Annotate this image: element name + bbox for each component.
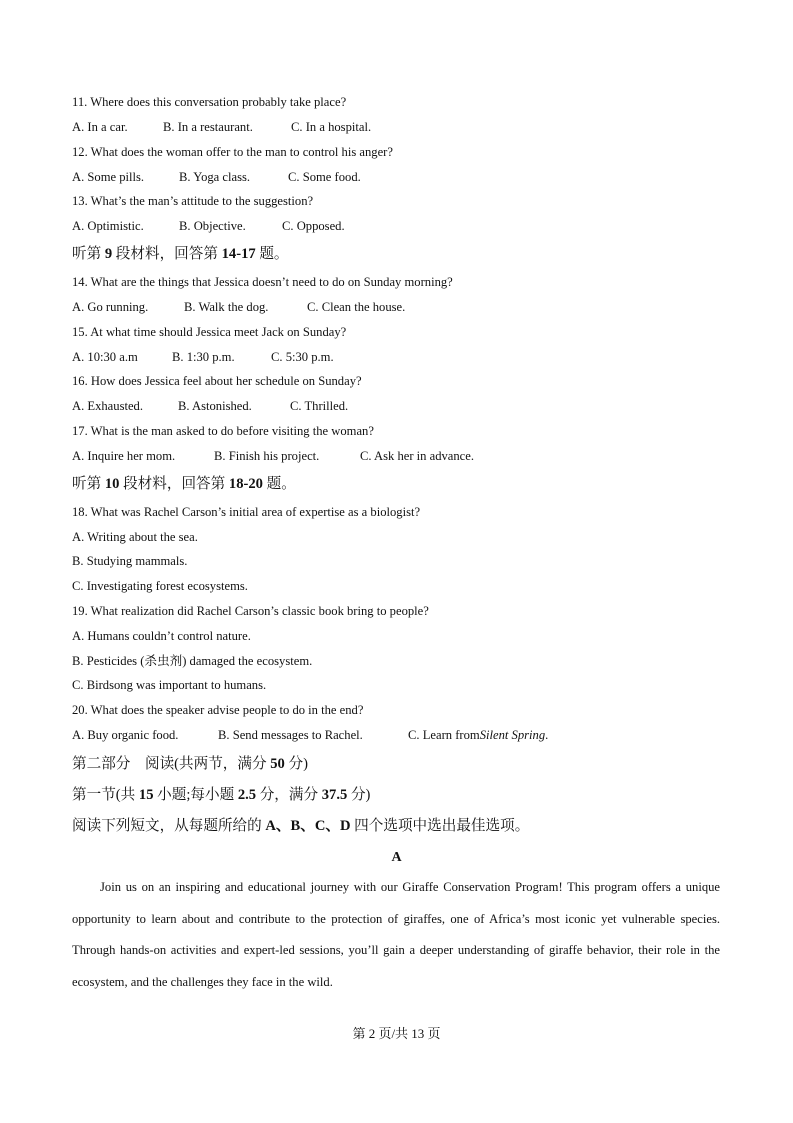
option-c: C. Ask her in advance. [360,449,475,463]
option-c: C. Opposed. [282,219,345,233]
passage-letter: A [391,850,402,865]
option-c: C. Clean the house. [307,300,406,314]
option-a: A. 10:30 a.m [72,350,138,364]
option-a: A. In a car. [72,120,128,134]
option-b: B. Astonished. [178,399,252,413]
option-b: B. Yoga class. [179,170,251,184]
question-19-option-c: C. Birdsong was important to humans. [72,678,267,692]
option-b: B. Finish his project. [214,449,320,463]
option-a: A. Inquire her mom. [72,449,176,463]
section-1-heading: 第一节(共 15 小题;每小题 2.5 分，满分 37.5 分) [72,787,371,803]
question-18-option-b: B. Studying mammals. [72,554,188,568]
section-9-heading: 听第 9 段材料，回答第 14-17 题。 [72,246,289,262]
section-10-heading: 听第 10 段材料，回答第 18-20 题。 [72,476,296,492]
option-a: A. Some pills. [72,170,145,184]
option-a: A. Optimistic. [72,219,144,233]
question-11-options [72,119,371,135]
option-c: C. Learn fromSilent Spring. [408,728,549,742]
question-15-options [72,349,334,365]
part-2-heading: 第二部分 阅读(共两节，满分 50 分) [72,756,308,772]
question-18-option-c: C. Investigating forest ecosystems. [72,579,248,593]
option-a: A. Exhausted. [72,399,143,413]
question-14-options [72,299,405,315]
question-17-stem: 17. What is the man asked to do before visiting the woman? [72,424,374,438]
question-13-stem: 13. What’s the man’s attitude to the suggestion? [72,194,314,208]
question-14-stem: 14. What are the things that Jessica doesn’t need to do on Sunday morning? [72,275,453,289]
question-19-option-a: A. Humans couldn’t control nature. [72,629,251,643]
option-b: B. 1:30 p.m. [172,350,235,364]
option-b: B. Send messages to Rachel. [218,728,363,742]
question-16-stem: 16. How does Jessica feel about her schedule on Sunday? [72,374,362,388]
book-title: Silent Spring [479,728,546,742]
question-18-stem: 18. What was Rachel Carson’s initial area of expertise as a biologist? [72,505,421,519]
option-c: C. Thrilled. [290,399,349,413]
reading-instruction: 阅读下列短文，从每题所给的 A、B、C、D 四个选项中选出最佳选项。 [72,818,530,834]
option-a: A. Go running. [72,300,149,314]
question-12-options [72,169,361,185]
question-18-option-a: A. Writing about the sea. [72,530,198,544]
option-c: C. 5:30 p.m. [271,350,334,364]
question-19-stem: 19. What realization did Rachel Carson’s classic book bring to people? [72,604,429,618]
question-11-stem: 11. Where does this conversation probably take place? [72,95,347,109]
page-number-footer: 第 2 页/共 13 页 [352,1026,441,1041]
option-b: B. Objective. [179,219,246,233]
option-b: B. Walk the dog. [184,300,269,314]
question-12-stem: 12. What does the woman offer to the man to control his anger? [72,145,393,159]
passage-paragraph: Join us on an inspiring and educational journey with our Giraffe Conservation Program! This program offers a unique opportunity to learn about and contribute to the protection of giraffes, one of Africa’s most iconic yet vulnerable species. Through hands-on activities and expert-led sessions, you’ll gain a deeper understanding of giraffe behavior, their role in the ecosystem, and the challenges they face in the wild. [72,880,720,989]
question-20-options [72,727,548,743]
question-17-options [72,448,474,464]
question-15-stem: 15. At what time should Jessica meet Jack on Sunday? [72,325,347,339]
option-b: B. In a restaurant. [163,120,253,134]
option-a: A. Buy organic food. [72,728,179,742]
question-19-option-b: B. Pesticides (杀虫剂) damaged the ecosystem. [72,654,313,668]
question-13-options [72,218,345,234]
option-c: C. Some food. [288,170,361,184]
question-16-options [72,398,348,414]
question-20-stem: 20. What does the speaker advise people to do in the end? [72,703,364,717]
option-c: C. In a hospital. [291,120,372,134]
